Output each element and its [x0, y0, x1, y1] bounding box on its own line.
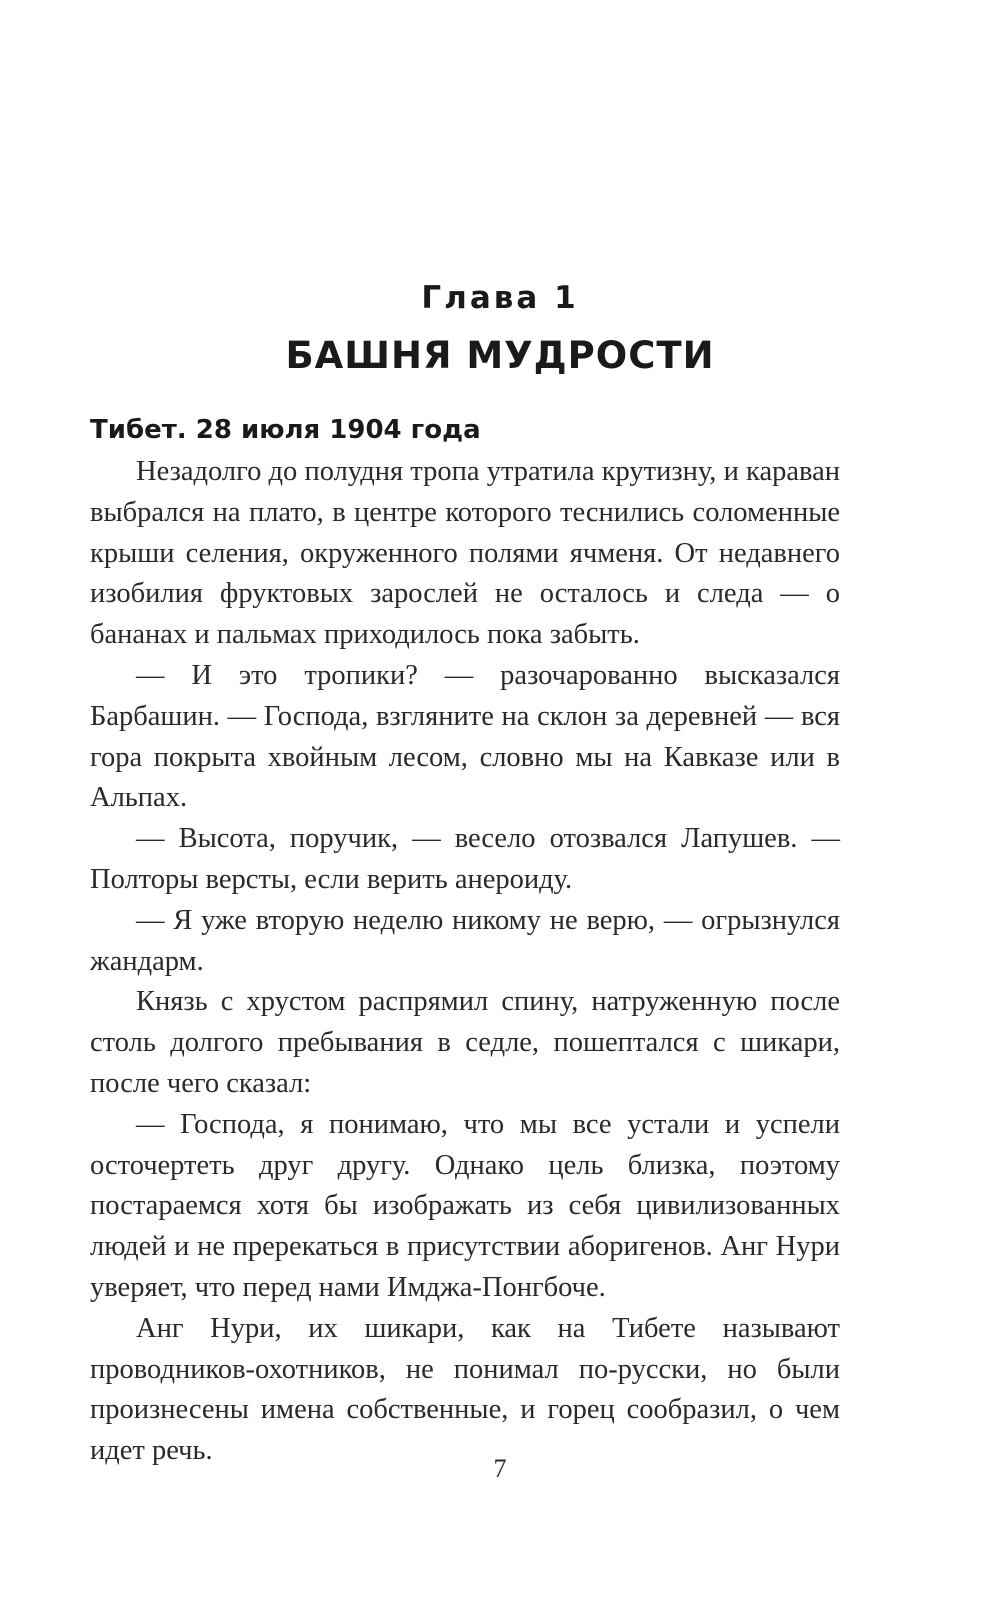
page-number: 7	[493, 1454, 507, 1483]
paragraph: — Высота, поручик, — весело отозвался Лапушев. — Полторы версты, если верить анероиду.	[90, 823, 840, 895]
paragraph: — И это тропики? — разочарованно высказался Барбашин. — Господа, взгляните на склон за деревней — вся гора покрыта хвойным лесом, словно мы на Кавказе или в Альпах.	[90, 659, 840, 814]
section-dateline: Тибет. 28 июля 1904 года	[90, 415, 481, 445]
chapter-label: Глава 1	[421, 280, 579, 316]
paragraph: Незадолго до полудня тропа утратила крутизну, и караван выбрался на плато, в центре которого теснились соломенные крыши селения, окруженного полями ячменя. От недавнего изобилия фруктовых зарослей не осталось и следа — о бананах и пальмах приходилось пока забыть.	[90, 456, 840, 651]
paragraph: Анг Нури, их шикари, как на Тибете называют проводников-охотников, не понимал по-русски, но были произнесены имена собственные, и горец сообразил, о чем идет речь.	[90, 1312, 840, 1467]
paragraph: — Господа, я понимаю, что мы все устали и успели осточертеть друг другу. Однако цель близка, поэтому постараемся хотя бы изображать из себя цивилизованных людей и не пререкаться в присутствии аборигенов. Анг Нури уверяет, что перед нами Имджа-Понгбоче.	[90, 1108, 840, 1303]
chapter-title: БАШНЯ МУДРОСТИ	[285, 334, 715, 377]
paragraph: — Я уже вторую неделю никому не верю, — огрызнулся жандарм.	[90, 904, 840, 977]
paragraph: Князь с хрустом распрямил спину, натруженную после столь долгого пребывания в седле, пошептался с шикари, после чего сказал:	[90, 986, 840, 1099]
body-text	[90, 452, 840, 1472]
